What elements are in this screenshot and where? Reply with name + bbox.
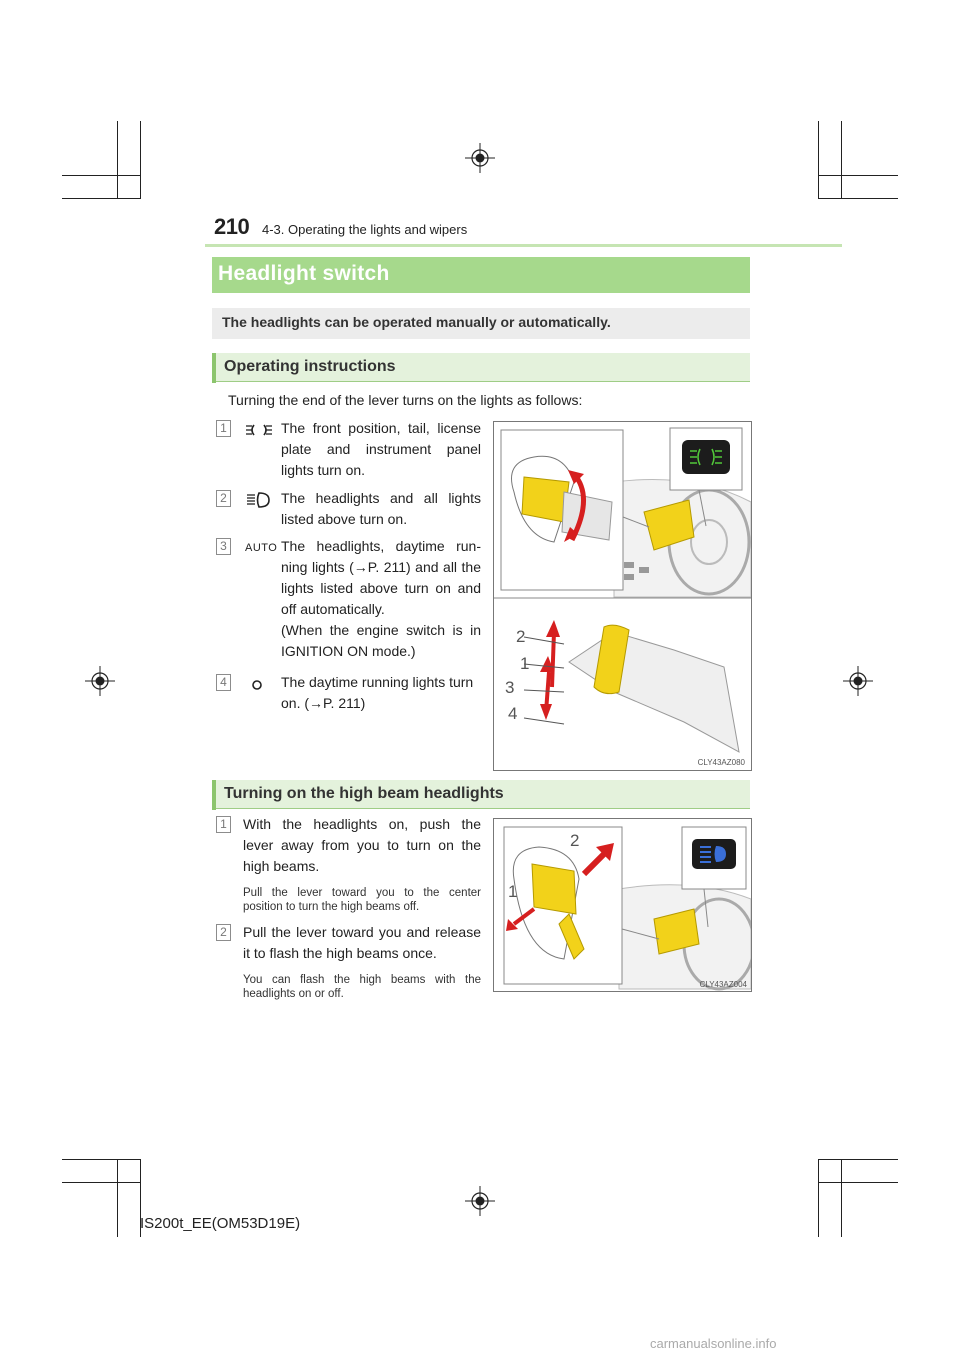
section-heading: Operating instructions [224,358,396,375]
step-number: 2 [216,490,231,507]
crop-mark [62,175,140,176]
figure-callout-1: 1 [520,654,530,673]
lever-illustration [494,422,751,770]
step-text: The daytime running lights turn on. (→P. 211) [281,674,474,711]
page-number: 210 [214,214,250,239]
high-beam-illustration [494,819,751,991]
registration-mark-icon [465,1186,495,1216]
section-lead: Turning the end of the lever turns on the lights as follows: [228,392,583,408]
crop-mark [818,1182,898,1183]
crop-mark [62,1182,140,1183]
step-text: The headlights, daytime run- ning lights (→P. 211) and all the lights listed above turn on and off automatically. (When the engine switch is in IGNITION ON mode.) [281,538,481,659]
crop-mark [140,121,141,199]
crop-mark [62,198,140,199]
step-number: 1 [216,816,231,833]
document-code: IS200t_EE(OM53D19E) [140,1215,301,1232]
step-text: The headlights and all lights listed above turn on. [281,490,481,527]
crop-mark [818,1159,819,1237]
high-beam-figure [493,818,752,992]
registration-mark-icon [85,666,115,696]
step-text: Pull the lever toward you and release it to flash the high beams once. [243,924,481,961]
crop-mark [818,121,819,199]
section-heading-accent [212,353,216,383]
registration-mark-icon [465,143,495,173]
step-number: 3 [216,538,231,555]
registration-mark-icon [843,666,873,696]
figure-code: CLY43AZ004 [699,980,747,989]
crop-mark [818,1159,898,1160]
running-head: 4-3. Operating the lights and wipers [262,222,468,237]
crop-mark [62,1159,140,1160]
crop-mark [818,198,898,199]
crop-mark [841,1159,842,1237]
drl-icon [250,678,264,692]
step-text: With the headlights on, push the lever away from you to turn on the high beams. [243,816,481,874]
step-note: You can flash the high beams with the headlights on or off. [243,974,481,1000]
figure-code: CLY43AZ080 [697,758,745,767]
figure-callout-1: 1 [508,882,518,901]
lever-figure [493,421,752,771]
crop-mark [117,121,118,199]
header-rule [205,244,842,247]
step-text: The front position, tail, license plate and instrument panel lights turn on. [281,420,481,478]
auto-icon: AUTO [245,542,278,554]
section-heading-accent [212,780,216,810]
step-number: 1 [216,420,231,437]
figure-callout-2: 2 [516,627,526,646]
step-number: 2 [216,924,231,941]
headlight-icon [245,491,271,509]
step-note: Pull the lever toward you to the center position to turn the high beams off. [243,887,481,913]
section-heading: Turning on the high beam headlights [224,785,504,802]
intro-text: The headlights can be operated manually or automatically. [222,314,611,330]
page-title: Headlight switch [218,262,390,285]
crop-mark [117,1159,118,1237]
crop-mark [818,175,898,176]
figure-callout-4: 4 [508,704,518,723]
figure-callout-2: 2 [570,831,580,850]
watermark: carmanualsonline.info [650,1336,777,1351]
tail-light-icon [245,422,273,438]
crop-mark [841,121,842,199]
figure-callout-3: 3 [505,678,515,697]
step-number: 4 [216,674,231,691]
